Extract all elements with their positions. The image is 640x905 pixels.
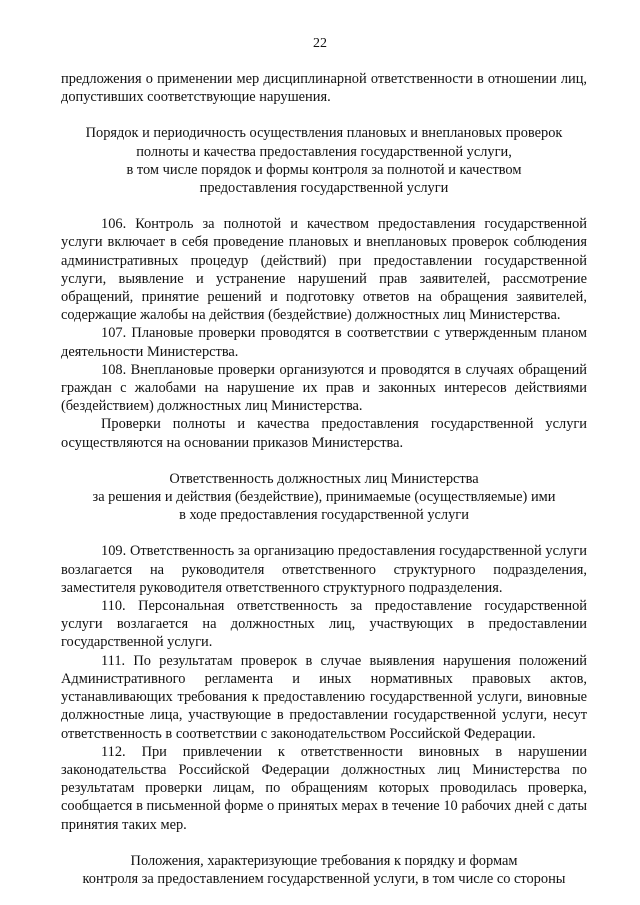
section-heading <box>61 852 587 888</box>
heading-line: в ходе предоставления государственной услуги <box>179 507 469 524</box>
paragraph-112: 112. При привлечении к ответственности виновных в нарушении законодательства Российской Федерации должностных лиц Министерства по результатам проверки лицам, по обращениям которых проводилась проверка, сообщается в письменной форме о принятых мерах в течение 10 рабочих дней с даты принятия таких мер. <box>61 743 587 833</box>
paragraph: предложения о применении мер дисциплинарной ответственности в отношении лиц, допустивших соответствующие нарушения. <box>61 71 587 106</box>
document-body <box>61 70 587 888</box>
page-number: 22 <box>313 36 327 51</box>
heading-line: Ответственность должностных лиц Министерства <box>169 470 479 487</box>
paragraph-107: 107. Плановые проверки проводятся в соответствии с утвержденным планом деятельности Министерства. <box>61 325 587 360</box>
paragraph-111: 111. По результатам проверок в случае выявления нарушения положений Административного регламента и иных нормативных правовых актов, устанавливающих требования к предоставлению государственной услуги, виновные должностные лица, участвующие в предоставлении государственной услуги, несут ответственность в соответствии с законодательством Российской Федерации. <box>61 652 587 742</box>
paragraph-108: 108. Внеплановые проверки организуются и проводятся в случаях обращений граждан с жалобами на нарушение их прав и законных интересов действиями (бездействием) должностных лиц Министерства. <box>61 361 587 415</box>
paragraph-110: 110. Персональная ответственность за предоставление государственной услуги возлагается на должностных лиц, участвующих в предоставлении государственной услуги. <box>61 598 587 651</box>
section-heading <box>61 124 587 197</box>
section-heading <box>61 470 587 525</box>
heading-line: в том числе порядок и формы контроля за полнотой и качеством <box>126 161 522 178</box>
paragraph-inspections: Проверки полноты и качества предоставления государственной услуги осуществляются на основании приказов Министерства. <box>61 416 587 451</box>
heading-line: Положения, характеризующие требования к порядку и формам <box>130 852 518 869</box>
paragraph-106: 106. Контроль за полнотой и качеством предоставления государственной услуги включает в себя проведение плановых и внеплановых проверок соблюдения административных процедур (действий) при предоставлении государственной услуги, выявление и устранение нарушений прав заявителей, рассмотрение обращений, принятие решений и подготовку ответов на обращения заявителей, содержащие жалобы на действия (бездействие) должностных лиц Министерства. <box>61 216 587 324</box>
heading-line: Порядок и периодичность осуществления плановых и внеплановых проверок <box>85 125 563 142</box>
heading-line: полноты и качества предоставления государственной услуги, <box>136 143 512 160</box>
heading-line: предоставления государственной услуги <box>199 180 449 197</box>
paragraph-109: 109. Ответственность за организацию предоставления государственной услуги возлагается на руководителя ответственного структурного подразделения, заместителя руководителя ответственного структурного подразделения. <box>61 543 587 596</box>
heading-line: контроля за предоставлением государственной услуги, в том числе со стороны <box>82 870 566 887</box>
heading-line: за решения и действия (бездействие), принимаемые (осуществляемые) ими <box>92 489 556 506</box>
